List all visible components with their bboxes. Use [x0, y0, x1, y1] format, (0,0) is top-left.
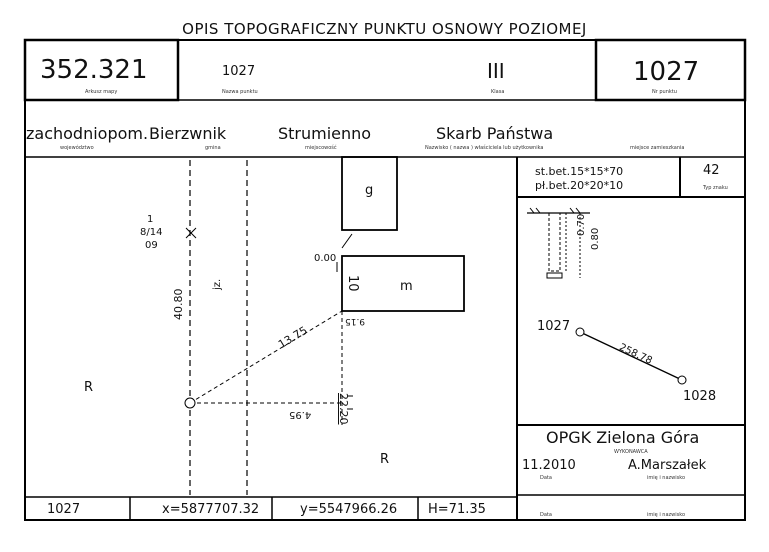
- dist-vertical: 40.80: [172, 288, 185, 320]
- residence-caption: miejsce zamieszkania: [630, 145, 685, 151]
- surveyor-name: A.Marszałek: [628, 458, 707, 473]
- mark-stone: st.bet.15*15*70: [535, 165, 624, 178]
- class-value: III: [487, 59, 505, 83]
- author2-caption: imię i nazwisko: [647, 512, 686, 518]
- point-name-caption: Nazwa punktu: [222, 89, 258, 95]
- direction-to: 1028: [683, 389, 717, 404]
- ref-point-3: 09: [145, 240, 158, 251]
- land-use-left: R: [84, 380, 94, 395]
- page-title: OPIS TOPOGRAFICZNY PUNKTU OSNOWY POZIOMEJ: [182, 20, 587, 38]
- dim-070: 0.70: [576, 213, 587, 236]
- date2-caption: Data: [540, 512, 552, 518]
- point-name: 1027: [222, 64, 256, 79]
- coord-h: H=71.35: [428, 502, 486, 517]
- land-use-right: R: [380, 452, 390, 467]
- coord-x: x=5877707.32: [162, 502, 260, 517]
- sheet-caption: Arkusz mapy: [85, 89, 118, 95]
- owner: Skarb Państwa: [436, 124, 554, 143]
- owner-caption: Nazwisko ( nazwa ) właściciela lub użytkownika: [425, 145, 544, 151]
- corner-label: 0.00: [314, 253, 337, 264]
- mark-plate: pł.bet.20*20*10: [535, 179, 624, 192]
- coord-y: y=5547966.26: [300, 502, 398, 517]
- dim-080: 0.80: [590, 227, 601, 250]
- ref-point-1: 1: [147, 214, 154, 225]
- sketch: [185, 157, 464, 495]
- locality: Strumienno: [278, 124, 372, 143]
- company-caption: WYKONAWCA: [614, 449, 648, 455]
- class-caption: Klasa: [491, 89, 505, 95]
- direction-from: 1027: [537, 319, 571, 334]
- coord-point-name: 1027: [47, 502, 81, 517]
- road-label: jz.: [212, 278, 223, 290]
- company-name: OPGK Zielona Góra: [546, 428, 700, 447]
- voivodeship-caption: województwo: [60, 145, 94, 151]
- dist-small: 9.15: [345, 316, 366, 326]
- building-g-label: g: [365, 183, 374, 198]
- building-m-label: m: [400, 279, 413, 294]
- outer-border: [25, 40, 745, 520]
- author-caption: imię i nazwisko: [647, 475, 686, 481]
- dist-diagonal: 13.75: [276, 323, 310, 352]
- direction-distance: 258.78: [617, 342, 654, 367]
- voivodeship: zachodniopom.: [26, 124, 149, 143]
- survey-date: 11.2010: [522, 458, 576, 473]
- sheet-number: 352.321: [40, 55, 148, 85]
- point-number: 1027: [633, 57, 700, 87]
- dist-short: 4.95: [289, 409, 312, 420]
- commune-caption: gmina: [205, 145, 221, 151]
- building-floors: 10: [345, 275, 360, 292]
- mark-type: 42: [703, 163, 720, 178]
- ref-point-2: 8/14: [140, 227, 163, 238]
- locality-caption: miejscowość: [305, 145, 337, 151]
- commune: Bierzwnik: [149, 124, 227, 143]
- point-number-caption: Nr punktu: [652, 89, 677, 95]
- mark-type-caption: Typ znaku: [703, 185, 728, 191]
- date-caption: Data: [540, 475, 552, 481]
- dist-underlined: 22.20: [337, 393, 350, 425]
